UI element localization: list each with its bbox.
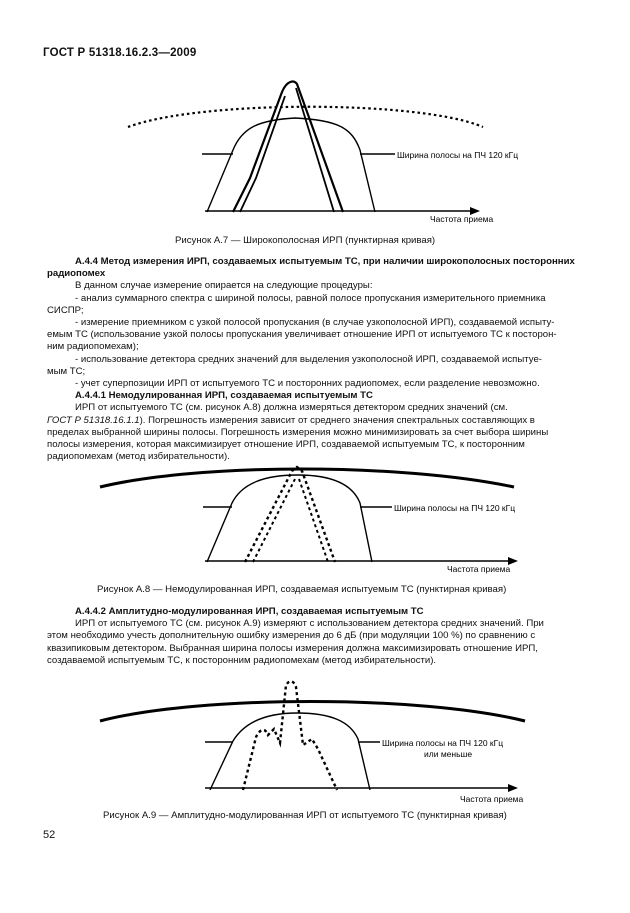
axis-label: Частота приема (460, 794, 524, 804)
broadband-curve (100, 469, 514, 487)
figure-a7-caption: Рисунок А.7 — Широкополосная ИРП (пунктирная кривая) (175, 235, 436, 246)
gost-reference: ГОСТ Р 51318.16.1.1 (47, 414, 140, 426)
para-line: - анализ суммарного спектра с шириной полосы, равной полосе пропускания измерительного приемника (75, 292, 546, 304)
page-number: 52 (43, 829, 56, 841)
section-a442-title: А.4.4.2 Амплитудно-модулированная ИРП, создаваемая испытуемым ТС (75, 606, 424, 617)
para-line: пределах выбранной ширины полосы. Погрешность измерения можно минимизировать за счет выбора ширины (47, 426, 549, 438)
receiver-bandwidth-curve (207, 118, 375, 212)
bandwidth-label: Ширина полосы на ПЧ 120 кГц (382, 738, 504, 748)
figure-a9-caption: Рисунок А.9 — Амплитудно-модулированная ИРП от испытуемого ТС (пунктирная кривая) (103, 810, 507, 821)
bandwidth-label: Ширина полосы на ПЧ 120 кГц (397, 150, 519, 160)
para-line-rest: ). Погрешность измерения зависит от среднего значения спектральных составляющих в (139, 414, 535, 426)
para-line: емым ТС (использование узкой полосы пропускания увеличивает отношение ИРП от испытуемого ТС к посторон- (47, 329, 557, 341)
signal-dotted-inner (253, 479, 328, 562)
bandwidth-label-cont: или меньше (424, 749, 473, 759)
section-a44-title: А.4.4 Метод измерения ИРП, создаваемых испытуемым ТС, при наличии широкополосных посторонних (75, 256, 575, 267)
para-line: мым ТС; (47, 365, 86, 377)
axis-label: Частота приема (430, 214, 494, 224)
para-line (47, 415, 587, 427)
para-line: этом необходимо учесть дополнительную ошибку измерения до 6 дБ (при модуляции 100 %) по сравнению с (47, 630, 536, 642)
section-a442 (47, 606, 587, 667)
para-line: ним радиопомехам); (47, 341, 139, 353)
bandwidth-label: Ширина полосы на ПЧ 120 кГц (394, 503, 516, 513)
para-line: ИРП от испытуемого ТС (см. рисунок А.8) должна измеряться детектором средних значений (см. (75, 402, 508, 414)
section-a441-title: А.4.4.1 Немодулированная ИРП, создаваемая испытуемым ТС (75, 390, 373, 402)
receiver-bandwidth-curve (210, 713, 370, 790)
para-line: радиопомехам (метод избирательности). (47, 451, 230, 463)
section-a44-title-cont: радиопомех (47, 268, 106, 280)
figure-a8-caption: Рисунок А.8 — Немодулированная ИРП, создаваемая испытуемым ТС (пунктирная кривая) (97, 584, 507, 595)
para-line: создаваемой испытуемым ТС, к посторонним радиопомехам (метод избирательности). (47, 654, 437, 666)
para-line: В данном случае измерение опирается на следующие процедуры: (75, 280, 373, 292)
am-signal-dotted-curve (243, 681, 337, 790)
para-line: - измерение приемником с узкой полосой пропускания (в случае узкополосной ИРП), создаваемой испыту- (75, 317, 555, 329)
para-line: полосы измерения, которая максимизирует отношение ИРП, создаваемой испытуемым ТС, к посторонним (47, 439, 525, 451)
para-line: - использование детектора средних значений для выделения узкополосной ИРП, создаваемой испытуе- (75, 353, 542, 365)
document-header: ГОСТ Р 51318.16.2.3—2009 (43, 47, 197, 59)
figure-a9 (0, 665, 630, 810)
broadband-curve (100, 702, 525, 722)
section-a44 (47, 256, 587, 463)
para-line: - учет суперпозиции ИРП от испытуемого ТС и посторонних радиопомех, если разделение невозможно. (75, 378, 540, 390)
para-line: квазипиковым детектором. Выбранная ширина полосы измерения должна максимизировать отношение ИРП, (47, 642, 538, 654)
para-line: СИСПР; (47, 304, 84, 316)
figure-a8 (0, 455, 630, 580)
para-line: ИРП от испытуемого ТС (см. рисунок А.9) измеряют с использованием детектора средних значений. При (75, 618, 544, 630)
receiver-bandwidth-curve (207, 475, 372, 562)
figure-a7 (0, 70, 630, 250)
axis-label: Частота приема (447, 564, 511, 574)
axis-arrowhead (508, 784, 518, 792)
